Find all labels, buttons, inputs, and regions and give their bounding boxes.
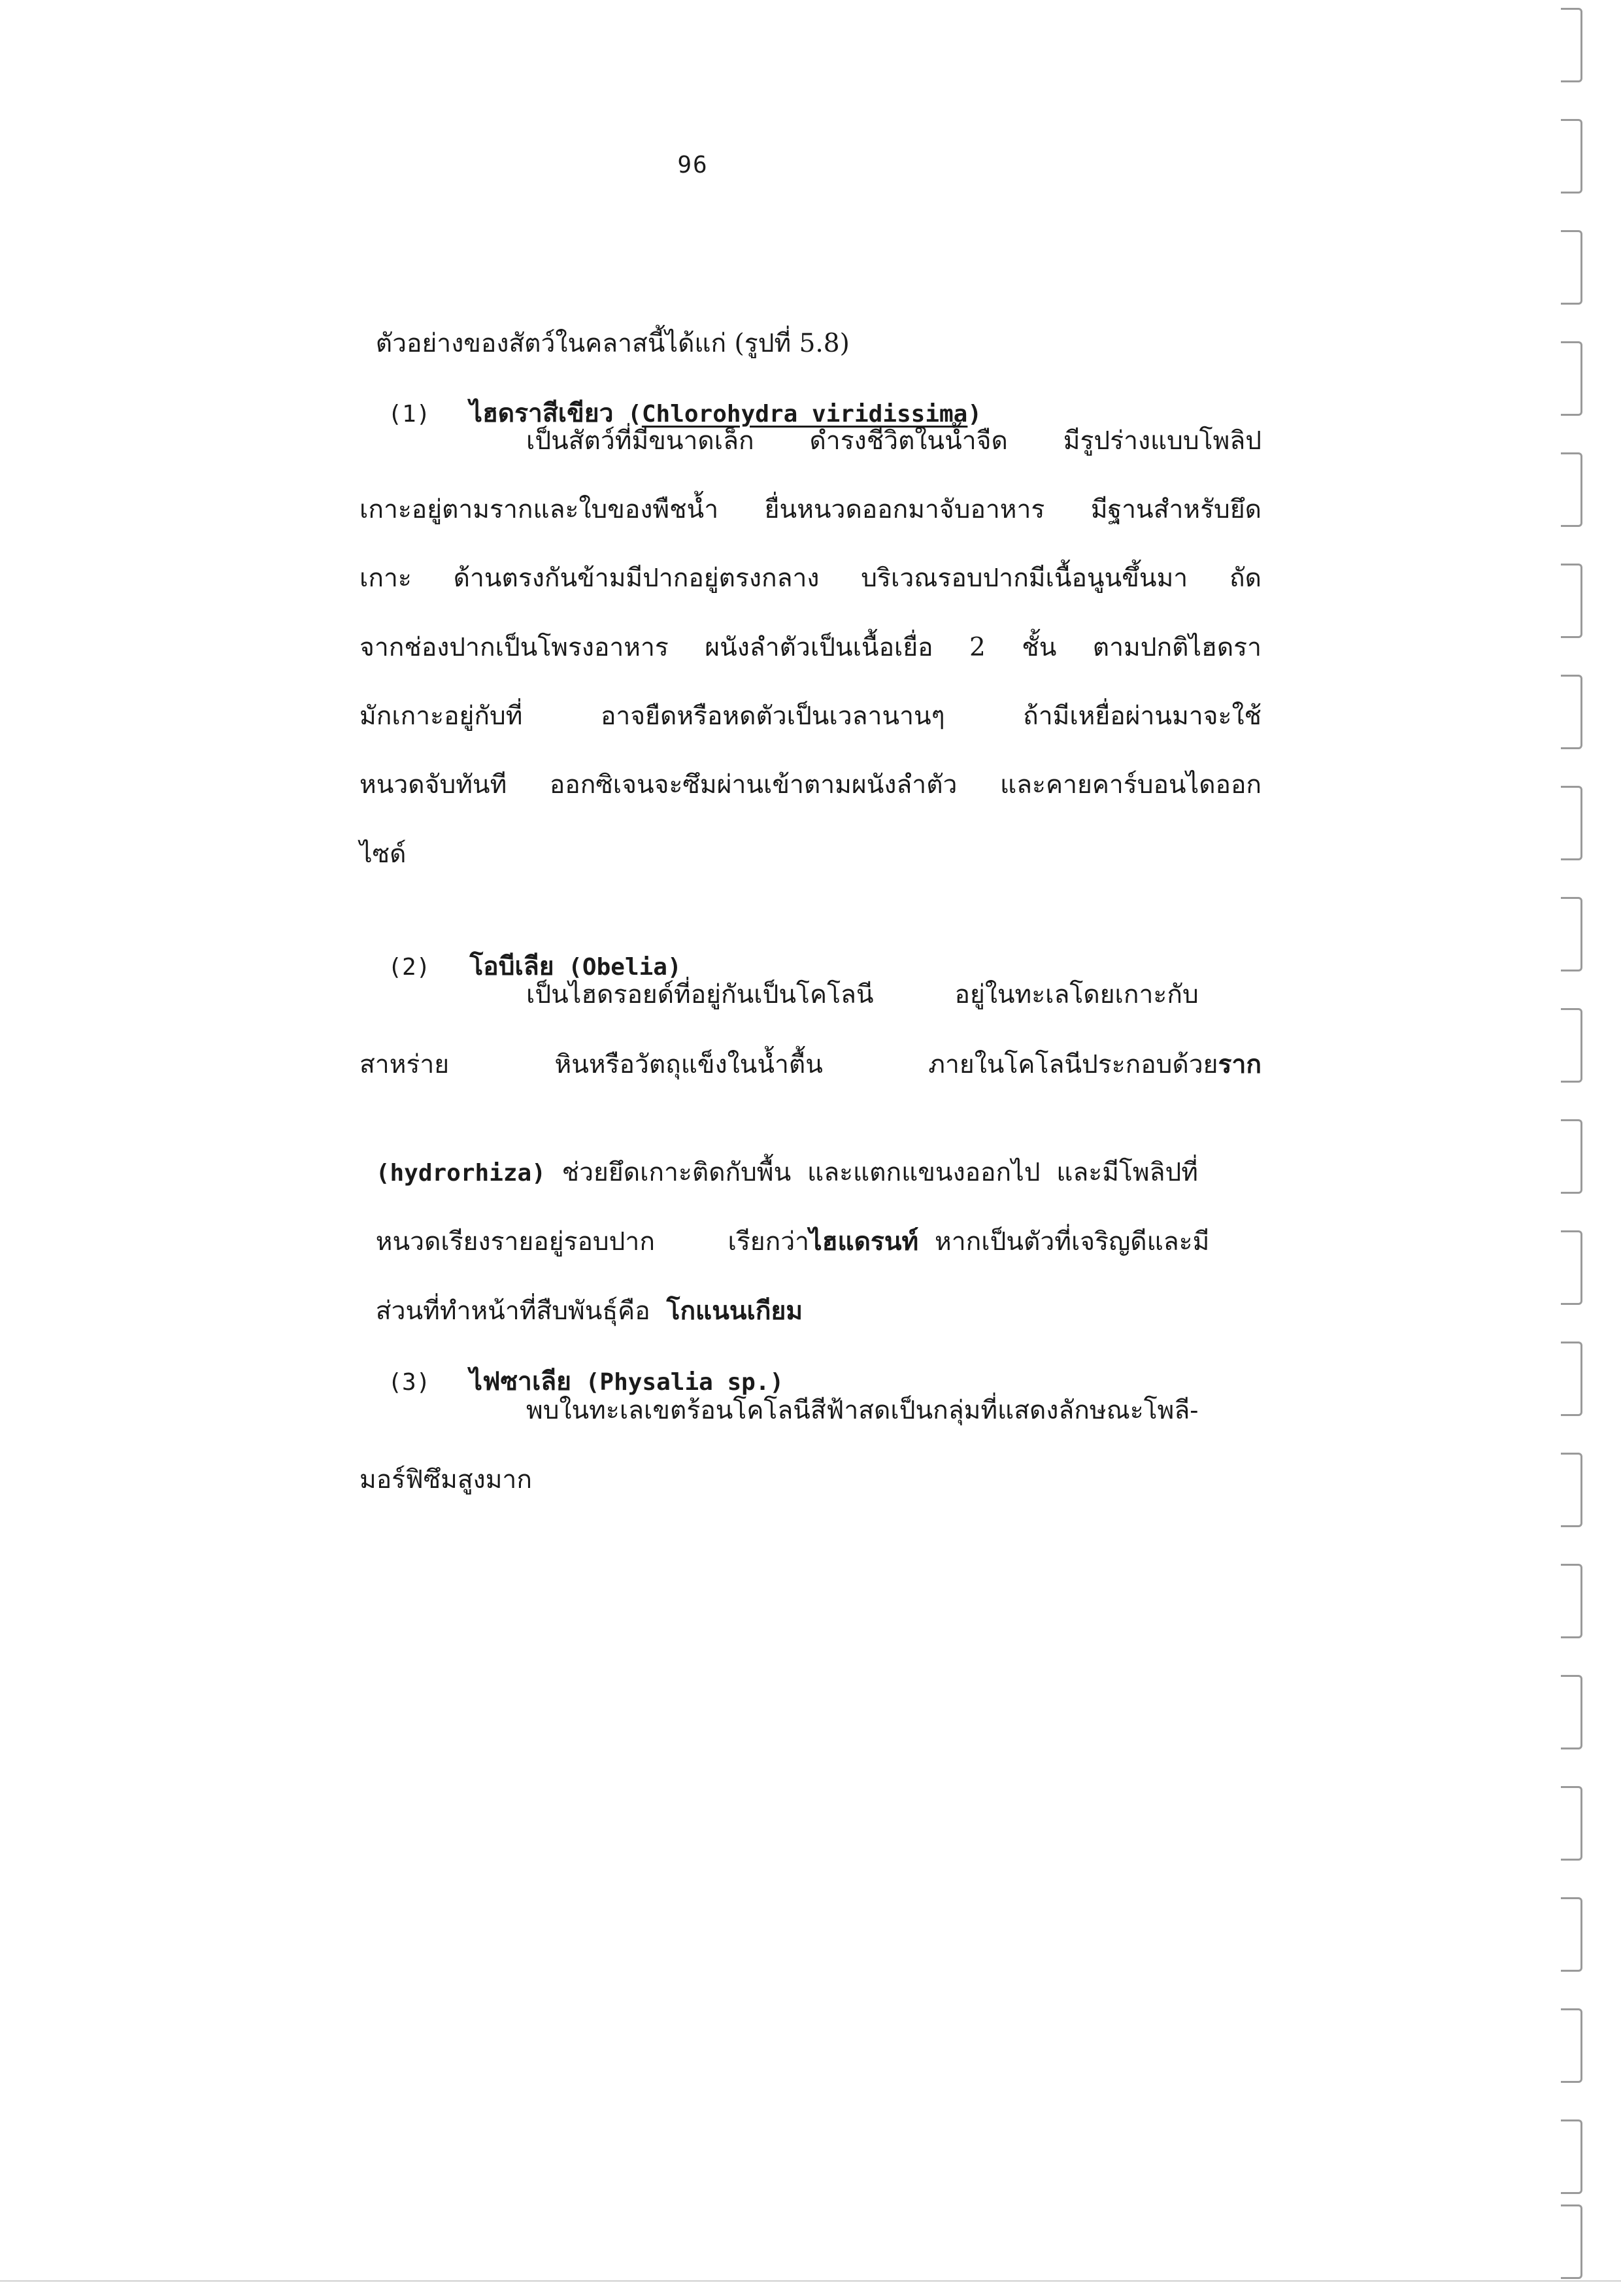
binder-hole (1561, 341, 1582, 416)
section-1-open-paren: ( (613, 401, 642, 428)
term-hydrorhiza: (hydrorhiza) (375, 1160, 546, 1187)
binder-hole (1561, 897, 1582, 971)
section-2-line-3 (359, 1114, 1262, 1187)
section-2-line-3-text: ช่วยยึดเกาะติดกับพื้น และแตกแขนงออกไป และมีโพลิปที่ (545, 1158, 1198, 1187)
binder-hole (1561, 1119, 1582, 1194)
section-2-line-5 (359, 1252, 1262, 1326)
section-1-close-paren: ) (967, 401, 982, 428)
binder-hole (1561, 1564, 1582, 1638)
binder-hole (1561, 230, 1582, 305)
section-1-line-1: เป็นสัตว์ที่มีขนาดเล็ก ดำรงชีวิตในน้ำจืด มีรูปร่างแบบโพลิป (526, 426, 1262, 456)
binder-hole (1561, 786, 1582, 860)
section-3-number: (3) (388, 1369, 431, 1396)
intro-text (359, 285, 1262, 358)
section-2-line-4-pre: หนวดเรียงรายอยู่รอบปาก เรียกว่า (375, 1227, 810, 1257)
section-3-line-1: พบในทะเลเขตร้อนโคโลนีสีฟ้าสดเป็นกลุ่มที่แสดงลักษณะโพลี- (526, 1396, 1199, 1425)
binder-hole (1561, 1008, 1582, 1083)
section-1-line-4: จากช่องปากเป็นโพรงอาหาร ผนังลำตัวเป็นเนื้อเยื่อ 2 ชั้น ตามปกติไฮดรา (359, 633, 1262, 662)
section-1-line-6: หนวดจับทันที ออกซิเจนจะซึมผ่านเข้าตามผนังลำตัว และคายคาร์บอนไดออก (359, 770, 1262, 800)
section-2-line-4 (359, 1183, 1262, 1257)
section-1-line-7: ไซด์ (359, 839, 407, 869)
section-3-line-2: มอร์ฟิซึมสูงมาก (359, 1465, 532, 1494)
section-1-latin-name: Chlorohydra viridissima (641, 401, 968, 428)
section-2-line-4-post: หากเป็นตัวที่เจริญดีและมี (918, 1227, 1210, 1257)
section-3-heading (359, 1323, 1262, 1396)
page-number: 96 (677, 152, 709, 178)
section-1-number: (1) (388, 401, 431, 428)
binder-hole (1561, 1786, 1582, 1861)
binder-hole (1561, 675, 1582, 749)
binder-hole (1561, 1342, 1582, 1416)
section-2-latin-name: (Obelia) (554, 954, 682, 981)
section-2-line-2-text: สาหร่าย หินหรือวัตถุแข็งในน้ำตื้น ภายในโคโลนีประกอบด้วย (359, 1050, 1218, 1079)
binder-hole (1561, 1897, 1582, 1972)
section-1-thai-title: ไฮดราสีเขียว (469, 398, 614, 428)
page-bottom-edge (0, 2280, 1621, 2282)
binder-hole (1561, 2008, 1582, 2083)
binder-hole (1561, 1230, 1582, 1305)
binder-hole (1561, 2119, 1582, 2194)
section-1-heading (359, 354, 1262, 428)
binder-hole (1561, 2204, 1582, 2279)
section-2-line-1: เป็นไฮดรอยด์ที่อยู่กันเป็นโคโลนี อยู่ในทะเลโดยเกาะกับ (526, 980, 1199, 1009)
section-1-line-2: เกาะอยู่ตามรากและใบของพืชน้ำ ยื่นหนวดออกมาจับอาหาร มีฐานสำหรับยึด (359, 495, 1262, 524)
binder-hole (1561, 564, 1582, 638)
term-hydranth: ไฮแดรนท์ (809, 1226, 919, 1257)
binder-hole (1561, 452, 1582, 527)
intro-label: ตัวอย่างของสัตว์ในคลาสนี้ได้แก่ (รูปที่ 5.8) (375, 329, 850, 358)
section-1-line-3: เกาะ ด้านตรงกันข้ามมีปากอยู่ตรงกลาง บริเวณรอบปากมีเนื้อนูนขึ้นมา ถัด (359, 564, 1262, 593)
section-2-number: (2) (388, 954, 431, 981)
binder-hole (1561, 8, 1582, 82)
binder-hole (1561, 1675, 1582, 1749)
term-gonangium: โกแนนเกียม (666, 1296, 803, 1326)
section-1-line-5: มักเกาะอยู่กับที่ อาจยืดหรือหดตัวเป็นเวลานานๆ ถ้ามีเหยื่อผ่านมาจะใช้ (359, 701, 1262, 731)
section-3-latin-name: (Physalia sp.) (571, 1369, 784, 1396)
term-root: ราก (1218, 1049, 1262, 1079)
section-2-line-5-pre: ส่วนที่ทำหน้าที่สืบพันธุ์คือ (375, 1296, 667, 1326)
section-3-thai-title: ไฟซาเลีย (469, 1366, 572, 1396)
section-2-thai-title: โอบีเลีย (469, 951, 554, 981)
binder-hole (1561, 1453, 1582, 1527)
binder-hole (1561, 119, 1582, 194)
section-2-line-2 (359, 1045, 1262, 1084)
binder-holes (1561, 0, 1600, 2296)
section-2-heading (359, 907, 1262, 981)
